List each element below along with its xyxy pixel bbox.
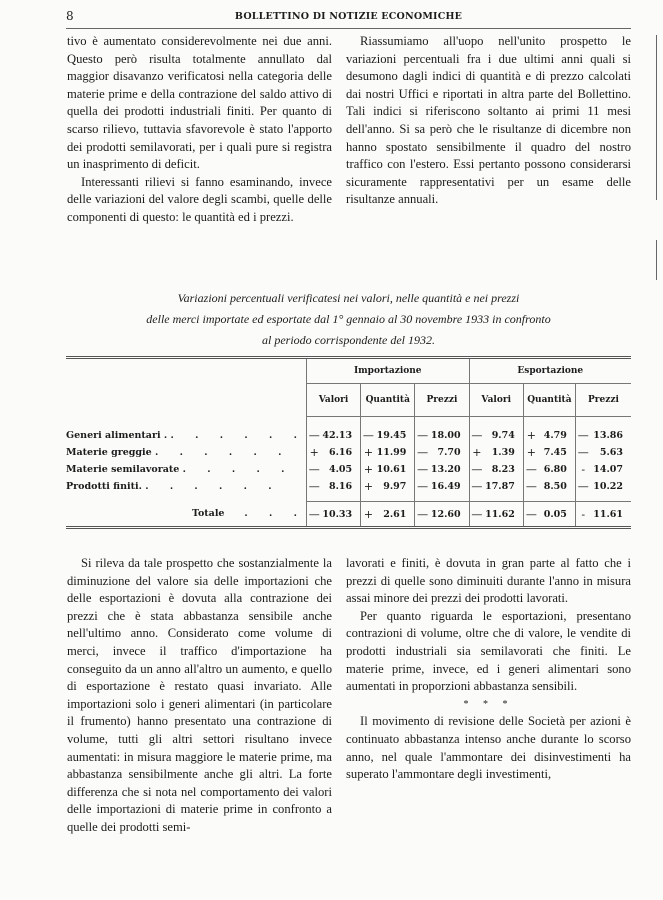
sign: — (415, 502, 430, 528)
group-header-esportazione: Esportazione (469, 358, 631, 384)
row-label: Materie semilavorate (66, 464, 180, 475)
cell-value: 16.49 (430, 481, 461, 492)
leader-dots: . . . . . . (170, 429, 306, 441)
cell-value: 7.70 (437, 447, 461, 458)
scan-edge-mark (656, 35, 657, 200)
sign: + (361, 502, 376, 528)
total-label: Totale (191, 508, 225, 520)
table-row (66, 444, 631, 461)
scan-edge-mark (656, 240, 657, 280)
leader-dots: . . . . . (182, 464, 294, 475)
paragraph: Riassumiamo all'uopo nell'unito prospetto le variazioni percentuali fra i due ultimi anni quali si desumono dagli indici di quantità e di prezzo calcolati dai nostri Uffici e riportati in altra parte del Bollettino. Tali indici si riferiscono soltanto ai primi 11 mesi dell'anno. Si sa però che le risultanze di dicembre non hanno spostato sensibilmente il quadro del nostro traffico con l'estero. Essi pertanto possono considerarsi sicuramente rappresentativi per un esame delle risultanze annuali. (346, 34, 631, 207)
row-label: Materie greggie (66, 447, 152, 458)
sign: — (575, 444, 590, 461)
table-row (66, 478, 631, 495)
cell-value: 11.99 (376, 447, 407, 458)
column-header: Prezzi (575, 384, 631, 417)
sign: + (306, 444, 321, 461)
leader-dots: . . . . . . (155, 447, 291, 458)
total-value: 10.33 (321, 502, 360, 528)
leader-dots: . . . . . . (145, 481, 281, 492)
sign: — (306, 461, 321, 478)
section-separator: * * * (463, 698, 514, 710)
column-header: Valori (469, 384, 523, 417)
sign: — (469, 461, 484, 478)
table-row (66, 417, 631, 445)
bottom-right-column (346, 555, 631, 784)
paragraph: Il movimento di revisione delle Società per azioni è continuato abbastanza intenso anche durante lo scorso anno, nel quale l'ammontare dei disinvestimenti ha superato l'ammontare degli investimenti, (346, 714, 631, 782)
cell-value: 19.45 (376, 430, 407, 441)
running-title: BOLLETTINO DI NOTIZIE ECONOMICHE (234, 11, 463, 22)
sign: + (523, 417, 539, 445)
sign: — (415, 417, 430, 445)
leader-dots: . . . (244, 508, 306, 520)
column-header: Quantità (523, 384, 575, 417)
table-row (66, 461, 631, 478)
sign: — (361, 417, 376, 445)
total-row (66, 502, 631, 528)
sign: + (361, 478, 376, 495)
total-value: 0.05 (539, 502, 576, 528)
sign: — (575, 417, 590, 445)
total-value: 2.61 (376, 502, 415, 528)
sign: — (523, 461, 539, 478)
sign: — (415, 478, 430, 495)
cell-value: 13.86 (593, 430, 623, 441)
cell-value: 10.61 (376, 464, 407, 475)
total-value: 11.61 (591, 502, 632, 528)
cell-value: 1.39 (491, 447, 515, 458)
group-header-importazione: Importazione (306, 358, 469, 384)
cell-value: 8.23 (491, 464, 515, 475)
total-value: 11.62 (484, 502, 523, 528)
cell-value: 8.16 (328, 481, 353, 492)
paragraph: Si rileva da tale prospetto che sostanzialmente la diminuzione del valore sia delle importazioni che delle esportazioni è dovuta alla contrazione dei prezzi che è stata abbastanza sensibile anche nell'ultimo anno. Considerato come volume di merci, invece il traffico d'importazione ha conseguito da un anno all'altro un aumento, e quello di esportazione è restato quasi invariato. Alle importazioni solo i generi alimentari (in particolare il frumento) hanno presentato una contrazione di volume, tutti gli altri settori risultano invece aumentati: in misura maggiore le materie prime, ma abbastanza sensibilmente anche gli altri. La forte differenza che si nota nel comportamento dei valori delle importazioni di materie prime in confronto a quelle dei prodotti semi- (67, 556, 332, 834)
table-caption (66, 288, 631, 351)
cell-value: 4.79 (543, 430, 567, 441)
cell-value: 7.45 (543, 447, 567, 458)
paragraph-continuation: lavorati e finiti, è dovuta in gran parte al fatto che i prezzi di quelle sono diminuiti durante l'anno in misura assai minore dei prezzi dei prodotti lavorati. (346, 556, 631, 606)
cell-value: 5.63 (599, 447, 623, 458)
cell-value: 9.74 (491, 430, 515, 441)
sign: + (523, 444, 539, 461)
paragraph: tivo è aumentato considerevolmente nei due anni. Questo però risulta totalmente annullato dal maggior disavanzo verificatosi nella categoria delle materie prime e della contrazione del saldo attivo di quella dei prodotti industriali finiti. Per quanto di scarso rilievo, tuttavia sfavorevole è stato l'apporto dei prodotti semilavorati, per i quali pure si registra un inasprimento di deficit. (67, 34, 332, 172)
sign: — (469, 502, 484, 528)
caption-line: al periodo corrispondente del 1932. (262, 333, 435, 347)
page-header (66, 6, 631, 29)
row-label: Prodotti finiti. (66, 481, 142, 492)
sign: + (469, 444, 484, 461)
sign: — (415, 444, 430, 461)
cell-value: 4.05 (328, 464, 353, 475)
sign: — (469, 417, 484, 445)
caption-line: delle merci importate ed esportate dal 1° gennaio al 30 novembre 1933 in confronto (146, 312, 551, 326)
bottom-left-column (67, 555, 332, 837)
cell-value: 8.50 (543, 481, 567, 492)
column-header: Valori (306, 384, 360, 417)
cell-value: 17.87 (485, 481, 515, 492)
total-value: 12.60 (430, 502, 469, 528)
row-label: Generi alimentari . (66, 429, 168, 441)
sign: — (523, 502, 539, 528)
paragraph: Per quanto riguarda le esportazioni, presentano contrazioni di volume, oltre che di valore, le vendite di prodotti industriali sia semilavorati che finiti. Le materie prime, invece, ed i generi alimentari sono aumentati in proporzioni abbastanza sensibili. (346, 608, 631, 694)
column-header: Prezzi (415, 384, 469, 417)
page-number: 8 (66, 9, 74, 23)
sign: - (575, 502, 590, 528)
top-right-column (346, 33, 631, 209)
sign: — (523, 478, 539, 495)
top-left-column (67, 33, 332, 227)
sign: — (415, 461, 430, 478)
sign: + (361, 444, 376, 461)
sign: — (575, 478, 590, 495)
variations-table (66, 356, 631, 529)
column-header: Quantità (361, 384, 415, 417)
cell-value: 6.80 (543, 464, 567, 475)
sign: — (306, 478, 321, 495)
cell-value: 9.97 (383, 481, 407, 492)
paragraph: Interessanti rilievi si fanno esaminando, invece delle variazioni del valore degli scambi, quelle delle componenti di questo: le quantità ed i prezzi. (67, 174, 332, 224)
cell-value: 10.22 (593, 481, 623, 492)
cell-value: 6.16 (328, 447, 353, 458)
cell-value: 42.13 (322, 430, 353, 441)
cell-value: 13.20 (430, 464, 461, 475)
cell-value: 14.07 (593, 464, 623, 475)
sign: — (306, 502, 321, 528)
sign: — (469, 478, 484, 495)
sign: — (306, 417, 321, 445)
sign: - (575, 461, 590, 478)
cell-value: 18.00 (430, 430, 461, 441)
sign: + (361, 461, 376, 478)
caption-line: Variazioni percentuali verificatesi nei valori, nelle quantità e nei prezzi (177, 291, 520, 305)
